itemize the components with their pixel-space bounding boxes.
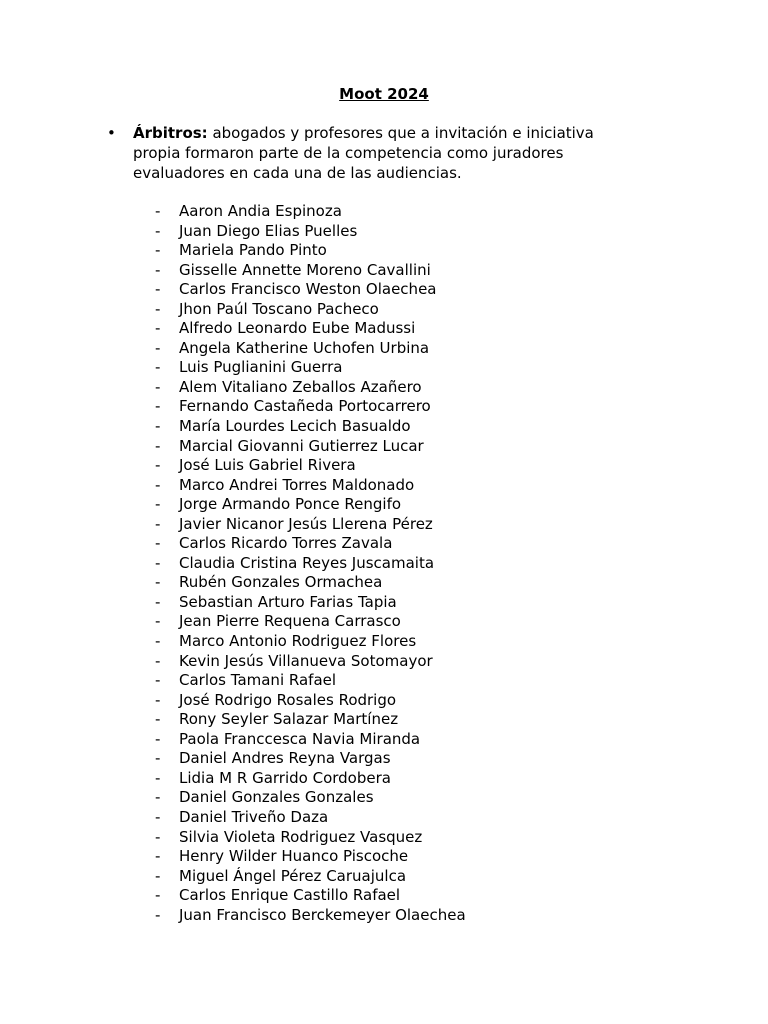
list-marker: - <box>155 788 161 807</box>
arbitros-bullet <box>107 123 627 183</box>
list-item <box>155 749 635 769</box>
arbitro-name: Marco Andrei Torres Maldonado <box>179 475 415 494</box>
list-item <box>155 828 635 848</box>
list-marker: - <box>155 573 161 592</box>
list-item <box>155 769 635 789</box>
list-marker: - <box>155 671 161 690</box>
list-marker: - <box>155 827 161 846</box>
arbitro-name: Javier Nicanor Jesús Llerena Pérez <box>179 514 433 533</box>
list-item <box>155 671 635 691</box>
list-marker: - <box>155 847 161 866</box>
arbitro-name: Rony Seyler Salazar Martínez <box>179 710 399 729</box>
arbitro-name: Alem Vitaliano Zeballos Azañero <box>179 377 422 396</box>
list-marker: - <box>155 729 161 748</box>
list-item <box>155 886 635 906</box>
arbitro-name: Silvia Violeta Rodriguez Vasquez <box>179 827 423 846</box>
arbitro-name: Paola Franccesca Navia Miranda <box>179 729 421 748</box>
arbitro-name: Jean Pierre Requena Carrasco <box>179 612 401 631</box>
document-title: Moot 2024 <box>339 85 429 103</box>
arbitro-name: Marcial Giovanni Gutierrez Lucar <box>179 436 424 455</box>
list-marker: - <box>155 397 161 416</box>
arbitro-name: Juan Diego Elias Puelles <box>179 221 358 240</box>
arbitro-name: Henry Wilder Huanco Piscoche <box>179 847 409 866</box>
list-marker: - <box>155 514 161 533</box>
list-item <box>155 612 635 632</box>
arbitro-name: Alfredo Leonardo Eube Madussi <box>179 319 416 338</box>
list-marker: - <box>155 690 161 709</box>
list-marker: - <box>155 886 161 905</box>
arbitro-name: Gisselle Annette Moreno Cavallini <box>179 260 431 279</box>
list-marker: - <box>155 495 161 514</box>
arbitro-name: Luis Puglianini Guerra <box>179 358 343 377</box>
arbitro-name: Jorge Armando Ponce Rengifo <box>179 495 402 514</box>
list-item <box>155 515 635 535</box>
list-marker: - <box>155 280 161 299</box>
list-item <box>155 573 635 593</box>
arbitro-name: Aaron Andia Espinoza <box>179 202 342 220</box>
list-item <box>155 652 635 672</box>
list-item <box>155 241 635 261</box>
arbitros-paragraph <box>133 123 623 183</box>
list-item <box>155 417 635 437</box>
list-item <box>155 847 635 867</box>
list-marker: - <box>155 358 161 377</box>
list-marker: - <box>155 866 161 885</box>
arbitro-name: José Rodrigo Rosales Rodrigo <box>179 690 397 709</box>
arbitro-name: Daniel Gonzales Gonzales <box>179 788 374 807</box>
list-item <box>155 339 635 359</box>
list-item <box>155 319 635 339</box>
list-item <box>155 378 635 398</box>
list-item <box>155 300 635 320</box>
arbitro-name: Sebastian Arturo Farias Tapia <box>179 592 397 611</box>
list-item <box>155 808 635 828</box>
list-item <box>155 476 635 496</box>
arbitro-name: Kevin Jesús Villanueva Sotomayor <box>179 651 433 670</box>
arbitro-name: Claudia Cristina Reyes Juscamaita <box>179 553 435 572</box>
list-marker: - <box>155 710 161 729</box>
list-item <box>155 534 635 554</box>
list-marker: - <box>155 338 161 357</box>
arbitro-name: Jhon Paúl Toscano Pacheco <box>179 299 379 318</box>
arbitro-name: Angela Katherine Uchofen Urbina <box>179 338 430 357</box>
list-marker: - <box>155 221 161 240</box>
list-item <box>155 906 635 926</box>
list-marker: - <box>155 377 161 396</box>
list-item <box>155 867 635 887</box>
list-marker: - <box>155 436 161 455</box>
list-item <box>155 358 635 378</box>
list-item <box>155 437 635 457</box>
arbitro-name: Daniel Andres Reyna Vargas <box>179 749 391 768</box>
list-item <box>155 691 635 711</box>
list-marker: - <box>155 260 161 279</box>
list-item <box>155 495 635 515</box>
list-marker: - <box>155 475 161 494</box>
arbitro-name: Marco Antonio Rodriguez Flores <box>179 632 417 651</box>
list-item <box>155 280 635 300</box>
arbitros-names-list <box>155 202 635 925</box>
list-item <box>155 730 635 750</box>
arbitro-name: Carlos Tamani Rafael <box>179 671 337 690</box>
list-item <box>155 397 635 417</box>
bullet-icon: • <box>107 124 116 142</box>
list-marker: - <box>155 905 161 924</box>
arbitros-description: abogados y profesores que a invitación e iniciativa propia formaron parte de la competencia como juradores evaluadores en cada una de las audiencias. <box>133 124 594 182</box>
arbitro-name: Carlos Francisco Weston Olaechea <box>179 280 437 299</box>
list-marker: - <box>155 553 161 572</box>
list-marker: - <box>155 299 161 318</box>
list-item <box>155 222 635 242</box>
list-item <box>155 456 635 476</box>
arbitro-name: Carlos Enrique Castillo Rafael <box>179 886 401 905</box>
arbitro-name: Lidia M R Garrido Cordobera <box>179 768 391 787</box>
list-marker: - <box>155 456 161 475</box>
list-marker: - <box>155 768 161 787</box>
arbitro-name: Juan Francisco Berckemeyer Olaechea <box>179 905 466 924</box>
list-marker: - <box>155 749 161 768</box>
arbitro-name: Mariela Pando Pinto <box>179 241 327 260</box>
list-item <box>155 632 635 652</box>
list-marker: - <box>155 612 161 631</box>
list-marker: - <box>155 202 161 220</box>
list-marker: - <box>155 241 161 260</box>
arbitro-name: Carlos Ricardo Torres Zavala <box>179 534 393 553</box>
list-item <box>155 593 635 613</box>
list-marker: - <box>155 651 161 670</box>
arbitro-name: Daniel Triveño Daza <box>179 807 329 826</box>
list-marker: - <box>155 807 161 826</box>
list-marker: - <box>155 534 161 553</box>
list-item <box>155 261 635 281</box>
arbitro-name: Rubén Gonzales Ormachea <box>179 573 383 592</box>
arbitro-name: Fernando Castañeda Portocarrero <box>179 397 431 416</box>
arbitro-name: Miguel Ángel Pérez Caruajulca <box>179 866 407 885</box>
list-marker: - <box>155 417 161 436</box>
list-marker: - <box>155 632 161 651</box>
list-item <box>155 202 635 222</box>
arbitro-name: José Luis Gabriel Rivera <box>179 456 356 475</box>
list-marker: - <box>155 319 161 338</box>
arbitros-term: Árbitros: <box>133 124 208 142</box>
list-item <box>155 788 635 808</box>
list-item <box>155 554 635 574</box>
list-item <box>155 710 635 730</box>
list-marker: - <box>155 592 161 611</box>
arbitro-name: María Lourdes Lecich Basualdo <box>179 417 411 436</box>
